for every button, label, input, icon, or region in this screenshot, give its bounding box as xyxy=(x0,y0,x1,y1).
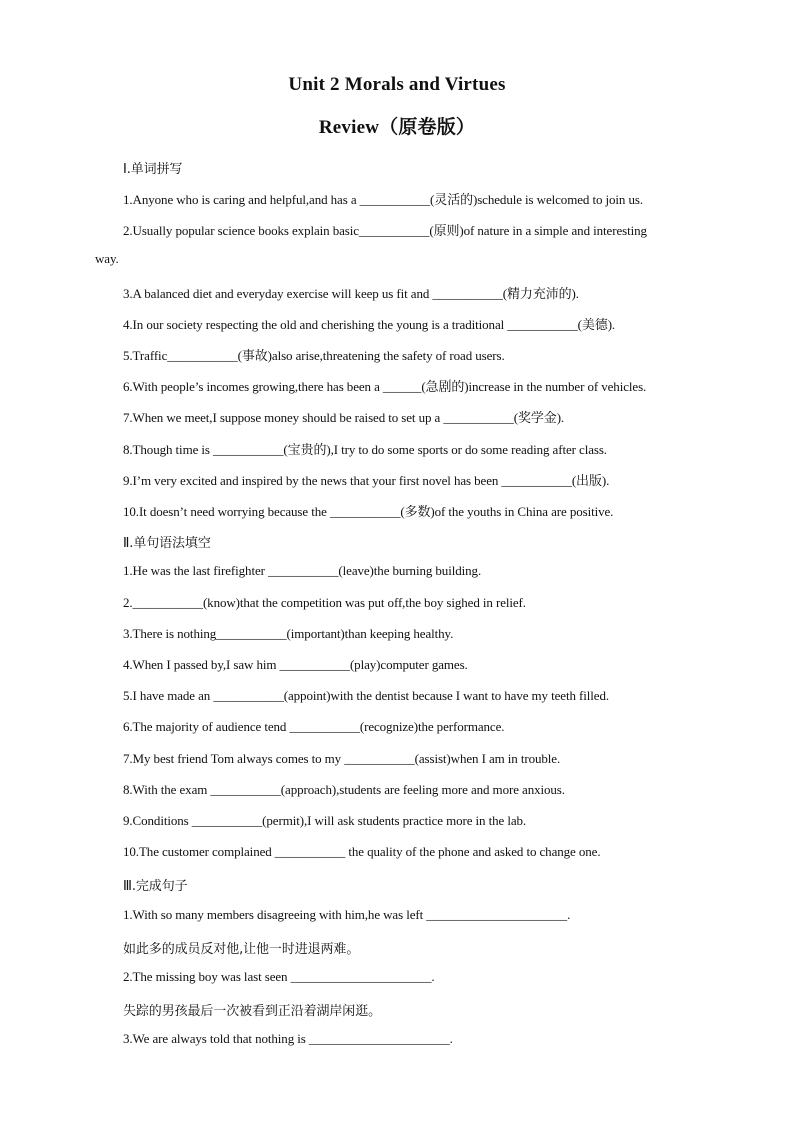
question-line: 3.A balanced diet and everyday exercise will keep us fit and ___________(精力充沛的). xyxy=(123,286,579,301)
question-line: 6.The majority of audience tend ___________(recognize)the performance. xyxy=(123,719,505,734)
question-line-continuation: way. xyxy=(95,251,119,266)
question-line: 1.Anyone who is caring and helpful,and has a ___________(灵活的)schedule is welcomed to join us. xyxy=(123,192,643,207)
question-line: 8.With the exam ___________(approach),students are feeling more and more anxious. xyxy=(123,782,565,797)
section-heading-spelling: Ⅰ.单词拼写 xyxy=(123,162,183,177)
question-line: 1.With so many members disagreeing with him,he was left ______________________. xyxy=(123,907,571,922)
section-heading-grammar: Ⅱ.单句语法填空 xyxy=(123,536,211,551)
question-line: 8.Though time is ___________(宝贵的),I try to do some sports or do some reading after class. xyxy=(123,442,607,457)
question-line: 4.When I passed by,I saw him ___________(play)computer games. xyxy=(123,657,468,672)
question-line: 7.My best friend Tom always comes to my ___________(assist)when I am in trouble. xyxy=(123,751,561,766)
translation-line: 如此多的成员反对他,让他一时进退两难。 xyxy=(123,942,360,957)
question-line: 6.With people’s incomes growing,there has been a ______(急剧的)increase in the number of vehicles. xyxy=(123,379,647,394)
question-line: 1.He was the last firefighter ___________(leave)the burning building. xyxy=(123,563,482,578)
document-title: Unit 2 Morals and Virtues xyxy=(288,74,506,95)
question-line: 2.Usually popular science books explain basic___________(原则)of nature in a simple and interesting xyxy=(123,223,647,238)
translation-line: 失踪的男孩最后一次被看到正沿着湖岸闲逛。 xyxy=(123,1004,382,1019)
question-line: 2.The missing boy was last seen ______________________. xyxy=(123,969,435,984)
section-heading-sentences: Ⅲ.完成句子 xyxy=(123,879,188,894)
question-line: 10.It doesn’t need worrying because the ___________(多数)of the youths in China are positive. xyxy=(123,504,614,519)
document-subtitle: Review（原卷版） xyxy=(318,117,476,138)
question-line: 3.There is nothing___________(important)than keeping healthy. xyxy=(123,626,454,641)
question-line: 5.Traffic___________(事故)also arise,threatening the safety of road users. xyxy=(123,348,505,363)
question-line: 9.I’m very excited and inspired by the news that your first novel has been ___________(出版). xyxy=(123,473,610,488)
question-line: 7.When we meet,I suppose money should be raised to set up a ___________(奖学金). xyxy=(123,410,565,425)
question-line: 2.___________(know)that the competition was put off,the boy sighed in relief. xyxy=(123,595,526,610)
question-line: 5.I have made an ___________(appoint)with the dentist because I want to have my teeth filled. xyxy=(123,688,610,703)
question-line: 9.Conditions ___________(permit),I will ask students practice more in the lab. xyxy=(123,813,527,828)
question-line: 4.In our society respecting the old and cherishing the young is a traditional ___________(美德). xyxy=(123,317,616,332)
question-line: 10.The customer complained ___________ the quality of the phone and asked to change one. xyxy=(123,844,601,859)
question-line: 3.We are always told that nothing is ______________________. xyxy=(123,1031,453,1046)
